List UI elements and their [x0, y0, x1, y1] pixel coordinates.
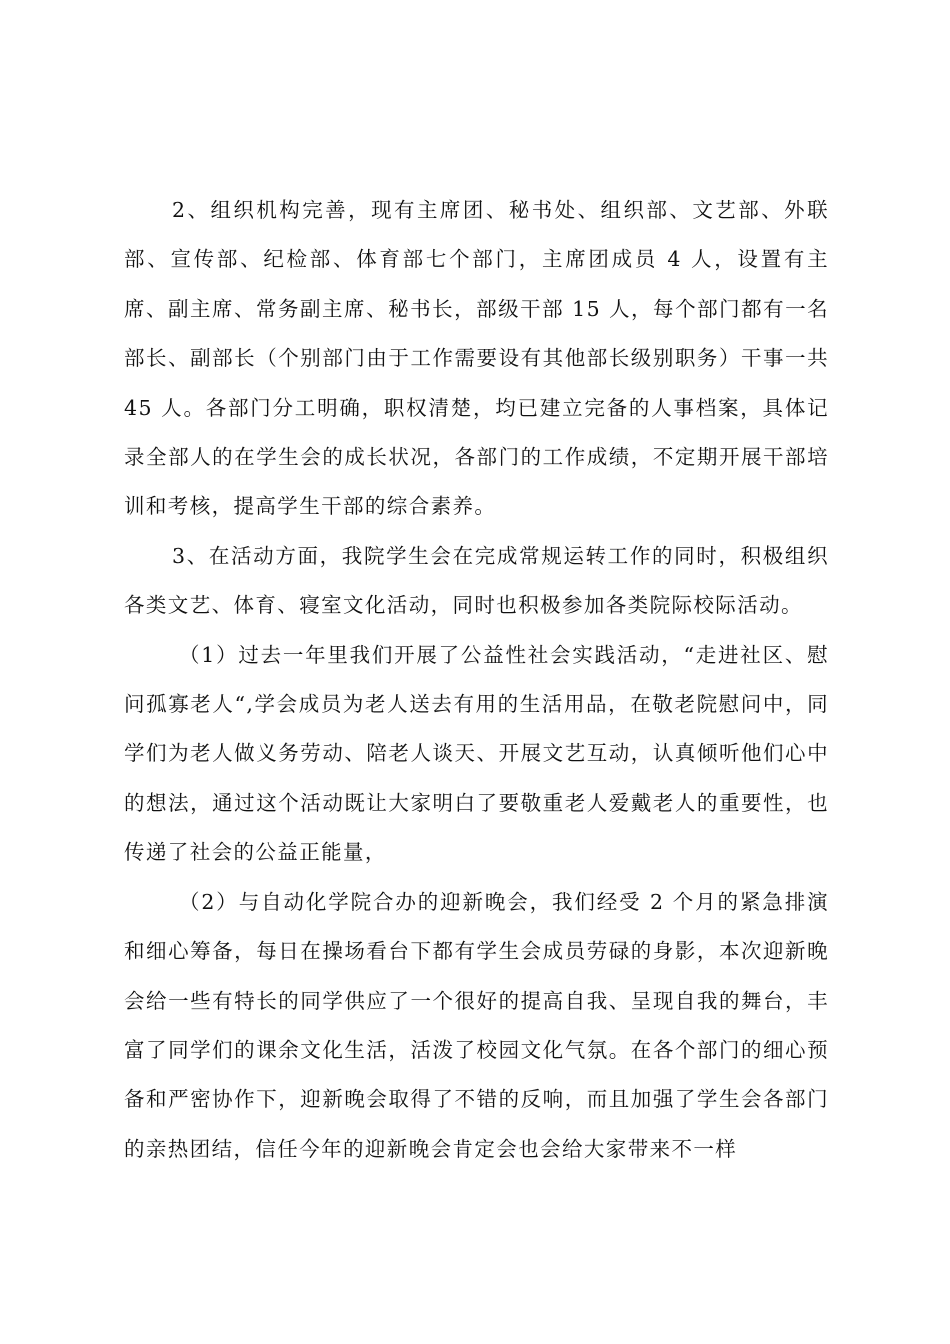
- paragraph-welcome-party: （2）与自动化学院合办的迎新晚会，我们经受 2 个月的紧急排演和细心筹备，每日在操场看台下都有学生会成员劳碌的身影，本次迎新晚会给一些有特长的同学供应了一个很好的提高自我、呈现自我的舞台，丰富了同学们的课余文化生活，活泼了校园文化气氛。在各个部门的细心预备和严密协作下，迎新晚会取得了不错的反响，而且加强了学生会各部门的亲热团结，信任今年的迎新晚会肯定会也会给大家带来不一样: [124, 889, 829, 1161]
- paragraph-activities: 3、在活动方面，我院学生会在完成常规运转工作的同时，积极组织各类文艺、体育、寝室文化活动，同时也积极参加各类院际校际活动。: [124, 543, 829, 618]
- paragraph-organization: 2、组织机构完善，现有主席团、秘书处、组织部、文艺部、外联部、宣传部、纪检部、体育部七个部门，主席团成员 4 人，设置有主席、副主席、常务副主席、秘书长，部级干部 15 人，每个部门都有一名部长、副部长（个别部门由于工作需要设有其他部长级别职务）干事一共 45 人。各部门分工明确，职权清楚，均已建立完备的人事档案，具体记录全部人的在学生会的成长状况，各部门的工作成绩，不定期开展干部培训和考核，提高学生干部的综合素养。: [124, 198, 829, 519]
- paragraph-charity-activity: （1）过去一年里我们开展了公益性社会实践活动，“走进社区、慰问孤寡老人“,学会成员为老人送去有用的生活用品，在敬老院慰问中，同学们为老人做义务劳动、陪老人谈天、开展文艺互动，认真倾听他们心中的想法，通过这个活动既让大家明白了要敬重老人爱戴老人的重要性，也传递了社会的公益正能量，: [124, 642, 829, 865]
- document-body: [124, 186, 829, 1174]
